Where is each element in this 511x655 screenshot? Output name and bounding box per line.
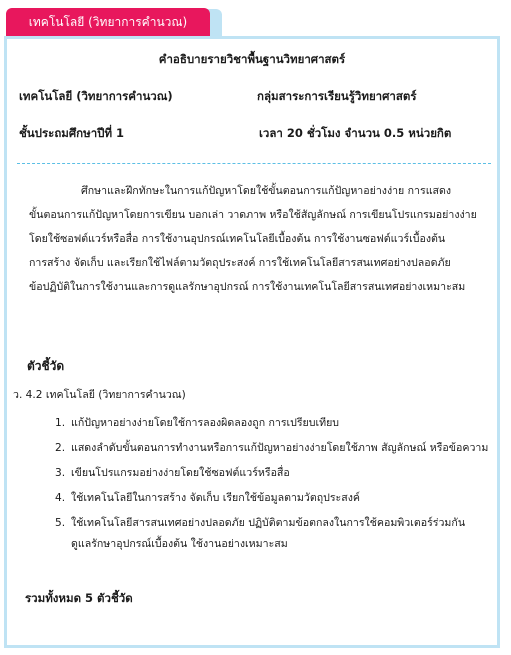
item-text: แก้ปัญหาอย่างง่ายโดยใช้การลองผิดลองถูก การเปรียบเทียบ [71, 417, 340, 429]
course-description-card [4, 36, 500, 648]
item-number: 3. [55, 467, 66, 479]
list-item [55, 436, 495, 461]
description-line: โดยใช้ซอฟต์แวร์หรือสื่อ การใช้งานอุปกรณ์เทคโนโลยีเบื้องต้น การใช้งานซอฟต์แวร์เบื้องต้น [29, 233, 446, 245]
section-divider [17, 163, 491, 164]
indicator-list [55, 411, 495, 555]
item-text: ใช้เทคโนโลยีในการสร้าง จัดเก็บ เรียกใช้ข้อมูลตามวัตถุประสงค์ [71, 492, 360, 504]
description-line: ศึกษาและฝึกทักษะในการแก้ปัญหาโดยใช้ขั้นตอนการแก้ปัญหาอย่างง่าย การแสดง [81, 185, 452, 197]
list-item [55, 411, 495, 436]
list-item [55, 461, 495, 486]
course-description [29, 179, 485, 299]
item-continuation: ดูแลรักษาอุปกรณ์เบื้องต้น ใช้งานอย่างเหมาะสม [71, 538, 288, 550]
subject-name: เทคโนโลยี (วิทยาการคำนวณ) [19, 89, 173, 103]
item-text: ใช้เทคโนโลยีสารสนเทศอย่างปลอดภัย ปฏิบัติตามข้อตกลงในการใช้คอมพิวเตอร์ร่วมกัน [71, 517, 466, 529]
standard-code: ว. 4.2 เทคโนโลยี (วิทยาการคำนวณ) [13, 389, 186, 401]
indicators-heading: ตัวชี้วัด [27, 359, 65, 373]
item-text: แสดงลำดับขั้นตอนการทำงานหรือการแก้ปัญหาอย่างง่ายโดยใช้ภาพ สัญลักษณ์ หรือข้อความ [71, 442, 489, 454]
subject-tab[interactable]: เทคโนโลยี (วิทยาการคำนวณ) [6, 8, 210, 36]
item-number: 5. [55, 517, 66, 529]
description-line: การสร้าง จัดเก็บ และเรียกใช้ไฟล์ตามวัตถุประสงค์ การใช้เทคโนโลยีสารสนเทศอย่างปลอดภัย [29, 257, 451, 269]
grade-level: ชั้นประถมศึกษาปีที่ 1 [19, 126, 125, 140]
item-number: 2. [55, 442, 66, 454]
time-credit: เวลา 20 ชั่วโมง จำนวน 0.5 หน่วยกิต [259, 126, 452, 140]
item-number: 1. [55, 417, 66, 429]
page-title: คำอธิบายรายวิชาพื้นฐานวิทยาศาสตร์ [158, 52, 346, 66]
list-item [55, 486, 495, 511]
learning-group: กลุ่มสาระการเรียนรู้วิทยาศาสตร์ [257, 89, 417, 103]
indicator-total: รวมทั้งหมด 5 ตัวชี้วัด [25, 591, 133, 605]
item-text: เขียนโปรแกรมอย่างง่ายโดยใช้ซอฟต์แวร์หรือสื่อ [71, 467, 290, 479]
description-line: ขั้นตอนการแก้ปัญหาโดยการเขียน บอกเล่า วาดภาพ หรือใช้สัญลักษณ์ การเขียนโปรแกรมอย่างง่าย [29, 209, 477, 221]
description-line: ข้อปฏิบัติในการใช้งานและการดูแลรักษาอุปกรณ์ การใช้งานเทคโนโลยีสารสนเทศอย่างเหมาะสม [29, 281, 466, 293]
item-number: 4. [55, 492, 66, 504]
